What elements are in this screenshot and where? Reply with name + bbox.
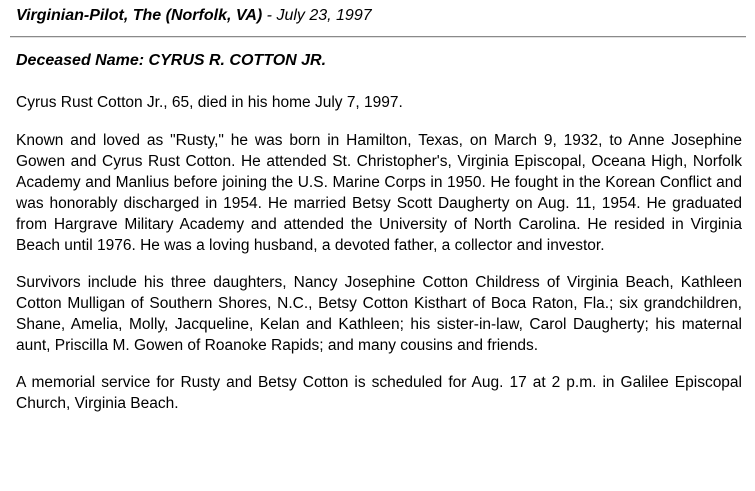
publication-date: July 23, 1997	[276, 7, 372, 24]
newspaper-name: Virginian-Pilot, The (Norfolk, VA)	[16, 7, 263, 24]
paragraph-biography: Known and loved as "Rusty," he was born in Hamilton, Texas, on March 9, 1932, to Anne Josephine Gowen and Cyrus Rust Cotton. He attended St. Christopher's, Virginia Episcopal, Oceana High, Norfolk Academy and Manlius before joining the U.S. Marine Corps in 1950. He fought in the Korean Conflict and was honorably discharged in 1954. He married Betsy Scott Daugherty on Aug. 11, 1954. He graduated from Hargrave Military Academy and attended the University of North Carolina. He resided in Virginia Beach until 1976. He was a loving husband, a devoted father, a collector and investor.	[16, 132, 742, 254]
deceased-name: CYRUS R. COTTON JR.	[148, 52, 327, 69]
obituary-body	[16, 92, 742, 430]
paragraph-death-notice: Cyrus Rust Cotton Jr., 65, died in his home July 7, 1997.	[16, 94, 403, 111]
deceased-label: Deceased Name:	[16, 52, 145, 69]
paragraph-survivors: Survivors include his three daughters, Nancy Josephine Cotton Childress of Virginia Beach, Kathleen Cotton Mulligan of Southern Shores, N.C., Betsy Cotton Kisthart of Boca Raton, Fla.; six grandchildren, Shane, Amelia, Molly, Jacqueline, Kelan and Kathleen; his sister-in-law, Carol Daugherty; his maternal aunt, Priscilla M. Gowen of Roanoke Rapids; and many cousins and friends.	[16, 274, 742, 354]
header-separator: -	[262, 7, 277, 24]
paragraph-memorial-service: A memorial service for Rusty and Betsy Cotton is scheduled for Aug. 17 at 2 p.m. in Galilee Episcopal Church, Virginia Beach.	[16, 374, 742, 412]
deceased-heading	[16, 51, 326, 71]
header-divider	[10, 36, 746, 38]
source-header	[16, 6, 372, 26]
